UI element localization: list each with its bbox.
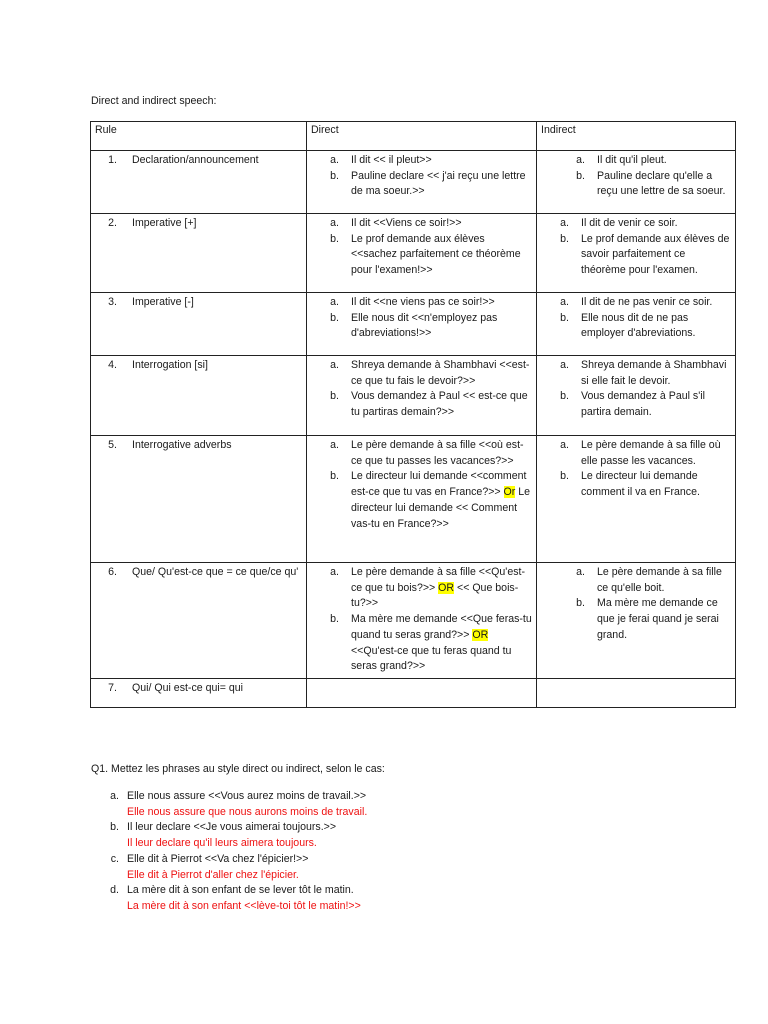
exercise-question: Elle dit à Pierrot <<Va chez l'épicier!>> [127, 852, 309, 865]
list-item: b. Pauline declare << j'ai reçu une lettre de ma soeur.>> [330, 169, 526, 198]
page-title: Direct and indirect speech: [91, 95, 217, 107]
list-item: b. Vous demandez à Paul s'il partira demain. [560, 390, 705, 419]
question-heading: Q1. Mettez les phrases au style direct ou indirect, selon le cas: [91, 763, 385, 775]
header-rule: Rule [91, 122, 307, 151]
table-row [91, 563, 736, 679]
list-item: a. Il dit de venir ce soir. [560, 217, 678, 229]
rule-cell [91, 678, 307, 707]
list-item: a. Il dit de ne pas venir ce soir. [560, 296, 713, 308]
exercise-question: Il leur declare <<Je vous aimerai toujours.>> [127, 821, 337, 834]
list-item: a. Il dit qu'il pleut. [576, 154, 667, 166]
list-item: a. Le père demande à sa fille <<où est-ce que tu passes les vacances?>> [330, 439, 524, 467]
indirect-cell [537, 563, 736, 679]
rule-number: 7. [108, 681, 117, 694]
list-item: a. Elle nous assure <<Vous aurez moins de travail.>> Elle nous assure que nous aurons moins de travail. [91, 789, 711, 820]
list-item: b. Elle nous dit <<n'employez pas d'abreviations!>> [330, 311, 498, 340]
exercise-list [91, 789, 711, 915]
exercise-answer: Il leur declare qu'il leurs aimera toujours. [127, 837, 317, 850]
rule-cell [91, 214, 307, 293]
header-direct: Direct [307, 122, 537, 151]
list-item: d. La mère dit à son enfant de se lever tôt le matin. La mère dit à son enfant <<lève-toi tôt le matin!>> [91, 883, 711, 914]
exercise-answer: Elle nous assure que nous aurons moins de travail. [127, 805, 368, 818]
direct-cell [307, 563, 537, 679]
list-item: b. Pauline declare qu'elle a reçu une lettre de sa soeur. [576, 169, 726, 198]
table-row [91, 214, 736, 293]
table-row [91, 293, 736, 356]
rule-name: Qui/ Qui est-ce qui= qui [132, 681, 243, 694]
list-item: b. Ma mère me demande <<Que feras-tu quand tu seras grand?>> OR <<Qu'est-ce que tu feras quand tu seras grand?>> [330, 613, 532, 673]
rule-number: 5. [108, 439, 117, 451]
rule-cell [91, 563, 307, 679]
rule-cell [91, 436, 307, 563]
list-item: b. Le directeur lui demande comment il va en France. [560, 470, 700, 499]
list-item: b. Elle nous dit de ne pas employer d'abreviations. [560, 311, 696, 340]
indirect-cell [537, 151, 736, 214]
list-item: a. Il dit <<Viens ce soir!>> [330, 217, 462, 229]
list-item: a. Shreya demande à Shambhavi <<est-ce que tu fais le devoir?>> [330, 359, 530, 387]
rule-name: Interrogation [si] [132, 359, 208, 371]
list-item: a. Il dit <<ne viens pas ce soir!>> [330, 296, 495, 308]
list-item: b. Le directeur lui demande <<comment est-ce que tu vas en France?>> Or Le directeur lui demande << Comment vas-tu en France?>> [330, 470, 531, 530]
or-highlight: OR [438, 581, 455, 594]
table-row [91, 678, 736, 707]
list-item: b. Vous demandez à Paul << est-ce que tu partiras demain?>> [330, 390, 528, 419]
list-item: b. Le prof demande aux élèves <<sachez parfaitement ce théorème pour l'examen!>> [330, 232, 521, 277]
indirect-cell [537, 356, 736, 436]
indirect-cell [537, 678, 736, 707]
rule-cell [91, 356, 307, 436]
table-row [91, 436, 736, 563]
list-item: a. Le père demande à sa fille <<Qu'est-ce que tu bois?>> OR << Que bois-tu?>> [330, 566, 525, 610]
exercise-answer: La mère dit à son enfant <<lève-toi tôt le matin!>> [127, 899, 361, 912]
list-item: b. Le prof demande aux élèves de savoir parfaitement ce théorème pour l'examen. [560, 232, 730, 277]
list-item: c. Elle dit à Pierrot <<Va chez l'épicier!>> Elle dit à Pierrot d'aller chez l'épicier. [91, 852, 711, 883]
direct-cell [307, 678, 537, 707]
direct-cell [307, 151, 537, 214]
speech-table [90, 121, 736, 708]
indirect-cell [537, 214, 736, 293]
rule-number: 4. [108, 359, 117, 371]
indirect-cell [537, 293, 736, 356]
table-row [91, 151, 736, 214]
list-item: a. Il dit << il pleut>> [330, 154, 432, 166]
rule-number: 6. [108, 566, 117, 578]
or-highlight: OR [472, 628, 489, 641]
rule-name: Imperative [+] [132, 217, 197, 229]
rule-number: 1. [108, 154, 117, 166]
rule-number: 2. [108, 217, 117, 229]
list-item: a. Shreya demande à Shambhavi si elle fait le devoir. [560, 359, 727, 387]
exercise-question: La mère dit à son enfant de se lever tôt le matin. [127, 884, 354, 897]
list-item: a. Le père demande à sa fille ce qu'elle boit. [576, 566, 722, 594]
header-indirect: Indirect [537, 122, 736, 151]
direct-cell [307, 214, 537, 293]
list-item: b. Ma mère me demande ce que je ferai quand je serai grand. [576, 597, 719, 641]
rule-name: Declaration/announcement [132, 154, 259, 166]
direct-cell [307, 436, 537, 563]
rule-cell [91, 151, 307, 214]
direct-cell [307, 293, 537, 356]
rule-number: 3. [108, 296, 117, 308]
exercise-question: Elle nous assure <<Vous aurez moins de travail.>> [127, 790, 367, 802]
direct-cell [307, 356, 537, 436]
rule-name: Imperative [-] [132, 296, 194, 308]
rule-name: Que/ Qu'est-ce que = ce que/ce qu' [132, 566, 299, 578]
rule-name: Interrogative adverbs [132, 439, 232, 451]
exercise-answer: Elle dit à Pierrot d'aller chez l'épicier. [127, 868, 299, 881]
rule-cell [91, 293, 307, 356]
table-header-row [91, 122, 736, 151]
list-item: b. Il leur declare <<Je vous aimerai toujours.>> Il leur declare qu'il leurs aimera toujours. [91, 820, 711, 851]
list-item: a. Le père demande à sa fille où elle passe les vacances. [560, 439, 721, 467]
table-row [91, 356, 736, 436]
indirect-cell [537, 436, 736, 563]
or-highlight: Or [503, 486, 516, 499]
